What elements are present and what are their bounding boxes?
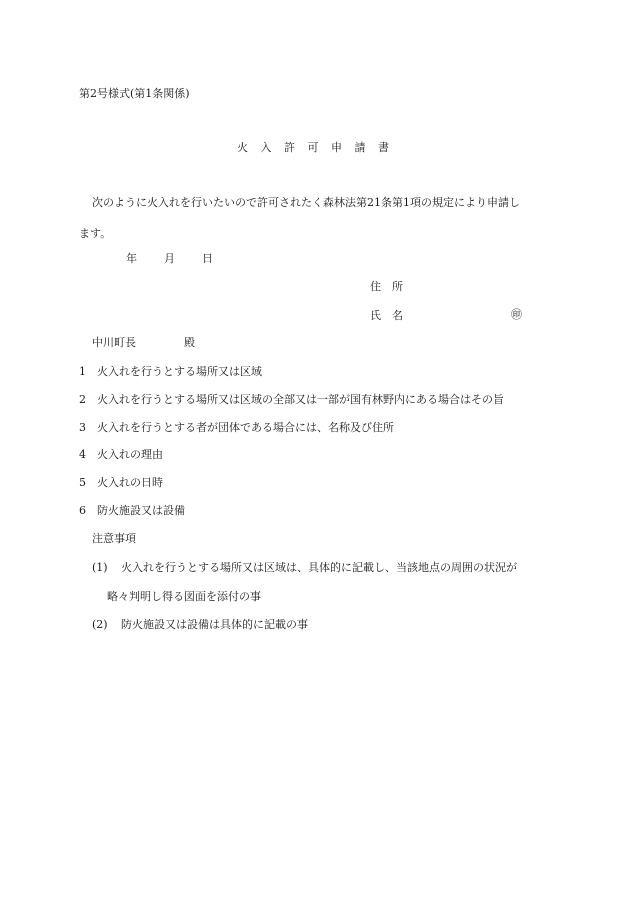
date-day: 日 — [202, 252, 213, 265]
item-number: 5 — [79, 476, 86, 489]
list-item — [79, 422, 394, 433]
note-number: (1) — [92, 561, 108, 574]
item-number: 6 — [79, 504, 86, 517]
seal-mark: ㊞ — [511, 308, 522, 321]
item-text: 火入れを行うとする場所又は区域 — [97, 365, 262, 378]
addressee-honorific: 殿 — [184, 336, 195, 349]
date-year: 年 — [126, 252, 137, 265]
form-number: 第2号様式(第1条関係) — [79, 87, 190, 100]
document-title: 火入許可申請書 — [237, 141, 402, 154]
notes-heading: 注意事項 — [92, 532, 136, 545]
note-item — [92, 619, 308, 630]
note-text: 防火施設又は設備は具体的に記載の事 — [121, 618, 308, 631]
list-item — [79, 449, 163, 460]
date-month: 月 — [164, 252, 175, 265]
date-line — [126, 253, 213, 264]
note-text: 火入れを行うとする場所又は区域は、具体的に記載し、当該地点の周囲の状況が — [121, 561, 517, 574]
item-text: 火入れを行うとする場所又は区域の全部又は一部が国有林野内にある場合はその旨 — [97, 393, 504, 406]
item-number: 4 — [79, 448, 86, 461]
list-item — [79, 505, 185, 516]
list-item — [79, 477, 163, 488]
note-number: (2) — [92, 618, 108, 631]
item-number: 1 — [79, 365, 86, 378]
item-number: 2 — [79, 393, 86, 406]
item-text: 火入れの日時 — [97, 476, 163, 489]
item-text: 防火施設又は設備 — [97, 504, 185, 517]
body-line-2: ます。 — [79, 227, 112, 240]
body-line-1: 次のように火入れを行いたいので許可されたく森林法第21条第1項の規定により申請し — [92, 196, 520, 209]
address-label: 住 所 — [370, 280, 403, 293]
item-text: 火入れの理由 — [97, 448, 163, 461]
note-item — [92, 562, 517, 573]
item-text: 火入れを行うとする者が団体である場合には、名称及び住所 — [97, 421, 394, 434]
name-label: 氏 名 — [370, 309, 403, 322]
list-item — [79, 394, 504, 405]
list-item — [79, 366, 262, 377]
note-continuation: 略々判明し得る図面を添付の事 — [107, 590, 261, 603]
item-number: 3 — [79, 421, 86, 434]
addressee-name: 中川町長 — [92, 336, 136, 349]
